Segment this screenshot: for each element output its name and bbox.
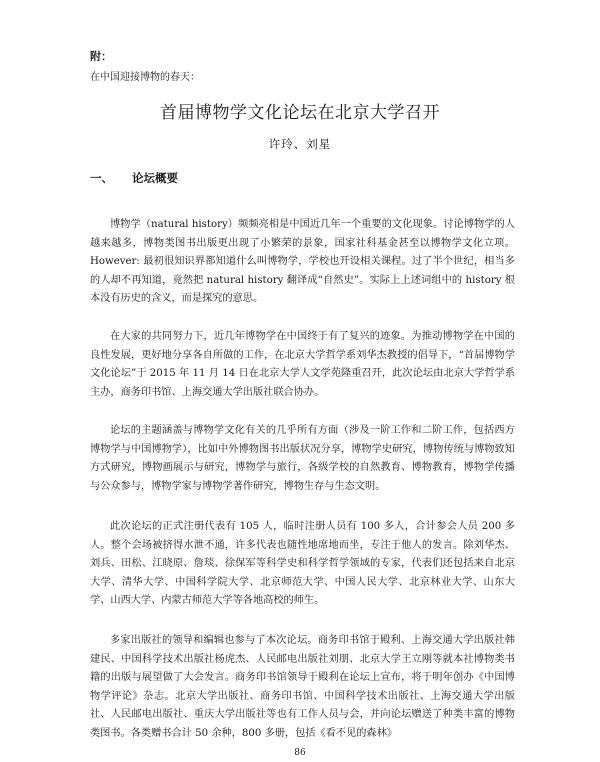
paragraph: 论坛的主题涵盖与博物学文化有关的几乎所有方面（涉及一阶工作和二阶工作，包括西方博物学与中国博物学），比如中外博物图书出版状况分享，博物学史研究，博物传统与博物致知方式研究，博物画展示与研究，博物学与旅行，各级学校的自然教育、博物教育，博物学传播与公众参与，博物学家与博物学著作研究，博物生存与生态文明。 (90, 425, 515, 492)
paragraph: 多家出版社的领导和编辑也参与了本次论坛。商务印书馆于殿利、上海交通大学出版社韩建民、中国科学技术出版社杨虎杰、人民邮电出版社刘朋、北京大学王立刚等就本社博物类书籍的出版与展望做了大会发言。商务印书馆领导于殿利在论坛上宣布，将于明年创办《中国博物学评论》杂志。北京大学出版社、商务印书馆、中国科学技术出版社、上海交通大学出版社、人民邮电出版社、重庆大学出版社等也有工作人员与会，并向论坛赠送了种类丰富的博物类图书。各类赠书合计 50 余种，800 多册，包括《看不见的森林》 (90, 635, 515, 739)
intro-line: 在中国迎接博物的春天： (90, 72, 200, 83)
section-heading (90, 170, 178, 186)
paragraph: 在大家的共同努力下，近几年博物学在中国终于有了复兴的迹象。为推动博物学在中国的良性发展，更好地分享各自所做的工作，在北京大学哲学系刘华杰教授的倡导下，“首届博物学文化论坛”于 2015 年 11 月 14 日在北京大学人文学苑隆重召开，此次论坛由北京大学哲学系主办，商务印书馆、上海交通大学出版社联合协办。 (90, 331, 515, 398)
paragraph: 此次论坛的正式注册代表有 105 人，临时注册人员有 100 多人，合计参会人员 200 多人。整个会场被挤得水泄不通，许多代表也随性地席地而坐，专注于他人的发言。除刘华杰、刘兵、田松、江晓原、詹琰、徐保军等科学史和科学哲学领域的专家，代表们还包括来自北京大学、清华大学、中国科学院大学、北京师范大学、中国人民大学、北京林业大学、山东大学、山西大学、内蒙古师范大学等各地高校的师生。 (90, 521, 515, 607)
article-authors: 许玲、刘星 (268, 137, 332, 151)
section-number: 一、 (90, 171, 113, 185)
section-title: 论坛概要 (132, 171, 178, 185)
page-number: 86 (294, 748, 306, 758)
paragraph: 博物学（natural history）频频亮相是中国近几年一个重要的文化现象。讨论博物学的人越来越多，博物类图书出版更出现了小繁荣的景象，国家社科基金甚至以博物学文化立项。However: 最初很知识界都知道什么叫博物学，学校也开设相关课程。过了半个世纪，相当多的人却不再知道，竟然把 natural history 翻译成“自然史”。实际上上述词组中的 history 根本没有历史的含义，而是探究的意思。 (90, 219, 515, 305)
article-title: 首届博物学文化论坛在北京大学召开 (160, 103, 440, 123)
appendix-label: 附： (90, 50, 112, 63)
